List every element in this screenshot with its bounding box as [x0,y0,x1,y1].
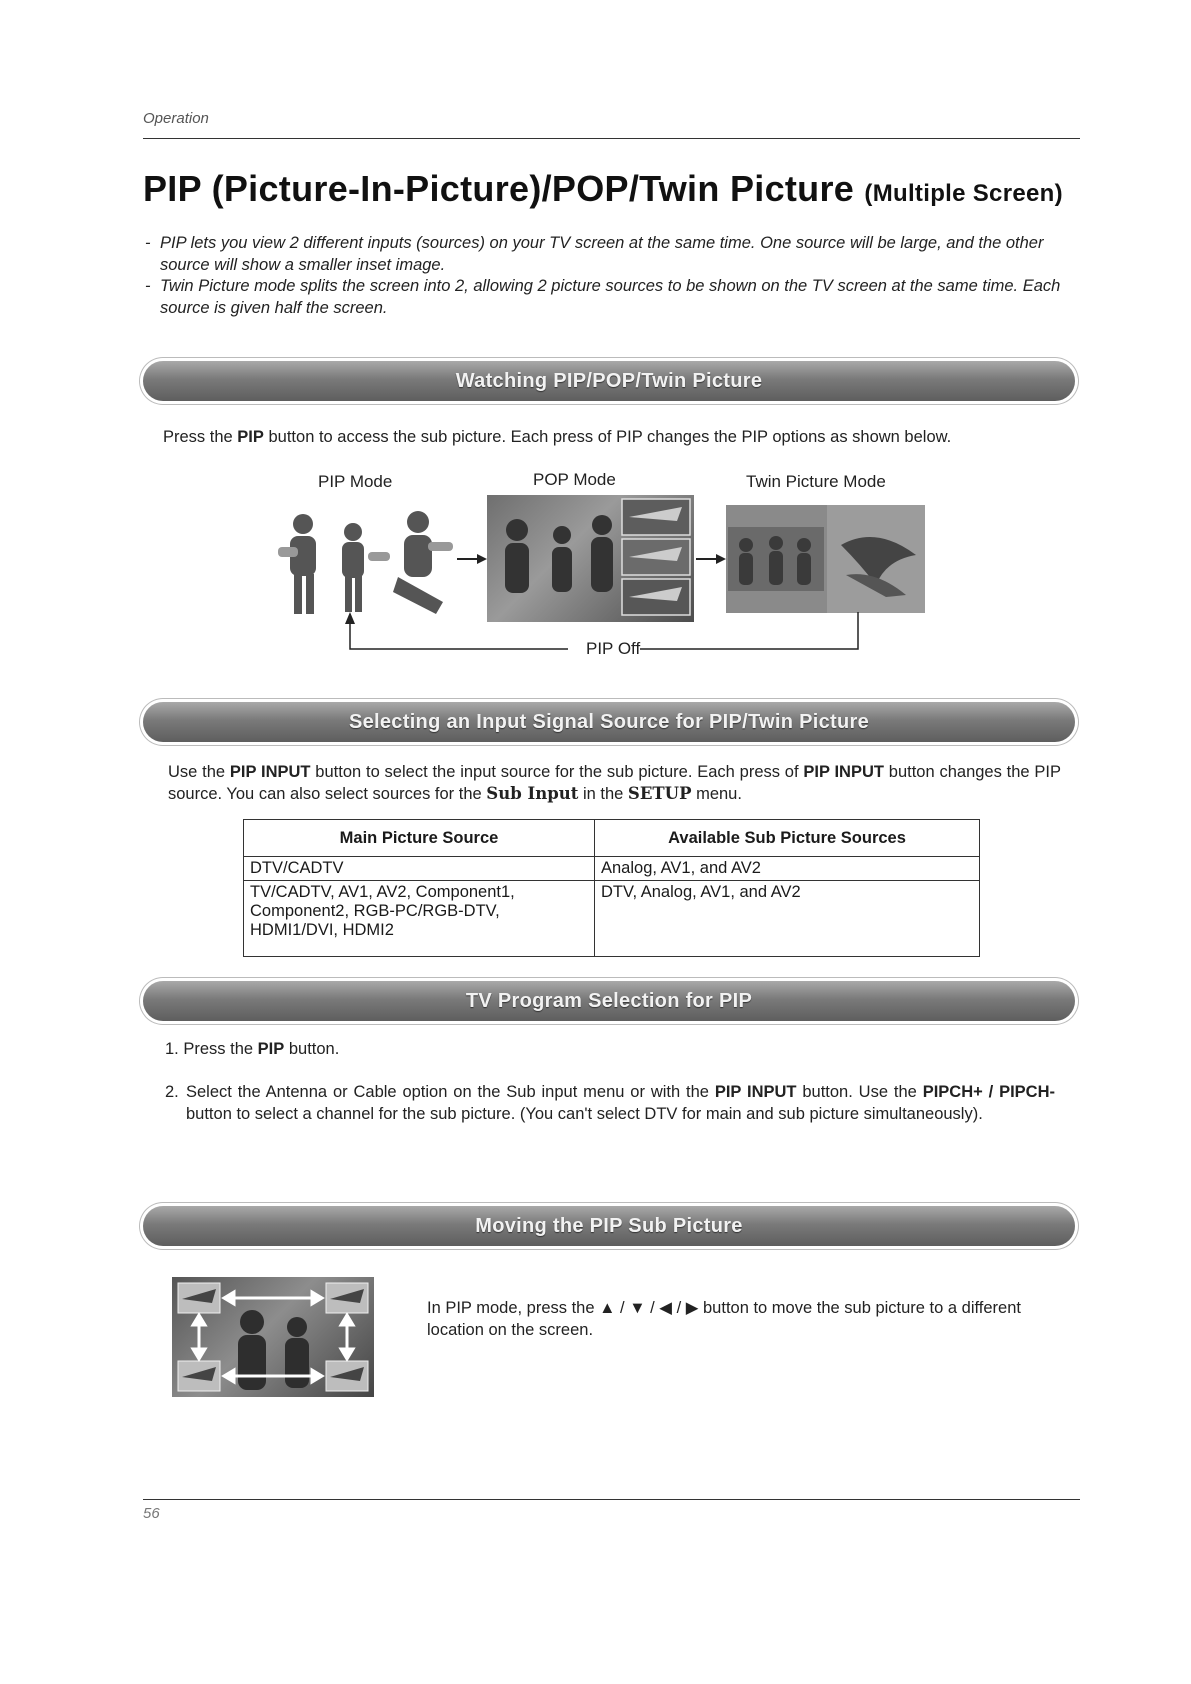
intro-item-2: - Twin Picture mode splits the screen into 2, allowing 2 picture sources to be shown on the TV screen at the same time. Each source is given half the screen. [145,277,1061,317]
source-table [243,819,980,957]
pip-mode-label: PIP Mode [318,472,393,491]
table-header: Main Picture Source [244,820,595,857]
arrow-right-icon [457,552,487,566]
page-title [143,168,1063,210]
title-sub: (Multiple Screen) [864,180,1063,207]
pip-mode-image [268,502,463,620]
table-row [244,857,980,881]
header-rule [143,138,1080,139]
arrow-right-icon-2 [696,552,726,566]
title-main: PIP (Picture-In-Picture)/POP/Twin Picture [143,168,855,209]
table-cell: TV/CADTV, AV1, AV2, Component1, Component2, RGB-PC/RGB-DTV, HDMI1/DVI, HDMI2 [244,881,595,957]
twin-picture-image [726,505,925,613]
table-cell: DTV/CADTV [244,857,595,881]
pop-mode-image [487,495,694,622]
pop-mode-label: POP Mode [533,470,616,489]
footer-rule [143,1499,1080,1500]
section-label: Operation [143,110,209,127]
table-cell: Analog, AV1, and AV2 [595,857,980,881]
input-text: Use the PIP INPUT button to select the input source for the sub picture. Each press of PIP INPUT button changes the PIP source. You can also select sources for the Sub Input in the SETUP menu. [168,763,1061,803]
intro-item-1: - PIP lets you view 2 different inputs (sources) on your TV screen at the same time. One source will be large, and the other source will show a smaller inset image. [145,234,1044,274]
table-row [244,881,980,957]
page-number: 56 [143,1505,160,1522]
moving-pip-image [172,1277,374,1397]
section-heading-program: TV Program Selection for PIP [143,981,1075,1021]
table-cell: DTV, Analog, AV1, and AV2 [595,881,980,957]
pip-off-label: PIP Off [586,639,641,658]
watching-text: Press the PIP button to access the sub picture. Each press of PIP changes the PIP options as shown below. [163,428,952,446]
moving-text: In PIP mode, press the ▲ / ▼ / ◀ / ▶ button to move the sub picture to a different location on the screen. [427,1299,1021,1339]
table-header: Available Sub Picture Sources [595,820,980,857]
table-header-row [244,820,980,857]
section-heading-moving: Moving the PIP Sub Picture [143,1206,1075,1246]
section-heading-input: Selecting an Input Signal Source for PIP/Twin Picture [143,702,1075,742]
program-step-1: 1. Press the PIP button. [165,1040,340,1058]
section-heading-watching: Watching PIP/POP/Twin Picture [143,361,1075,401]
program-step-2: 2. Select the Antenna or Cable option on the Sub input menu or with the PIP INPUT button. Use the PIPCH+ / PIPCH- button to select a channel for the sub picture. (You can't select DTV for main and sub picture simultaneously). [165,1083,1055,1123]
twin-mode-label: Twin Picture Mode [746,472,886,491]
